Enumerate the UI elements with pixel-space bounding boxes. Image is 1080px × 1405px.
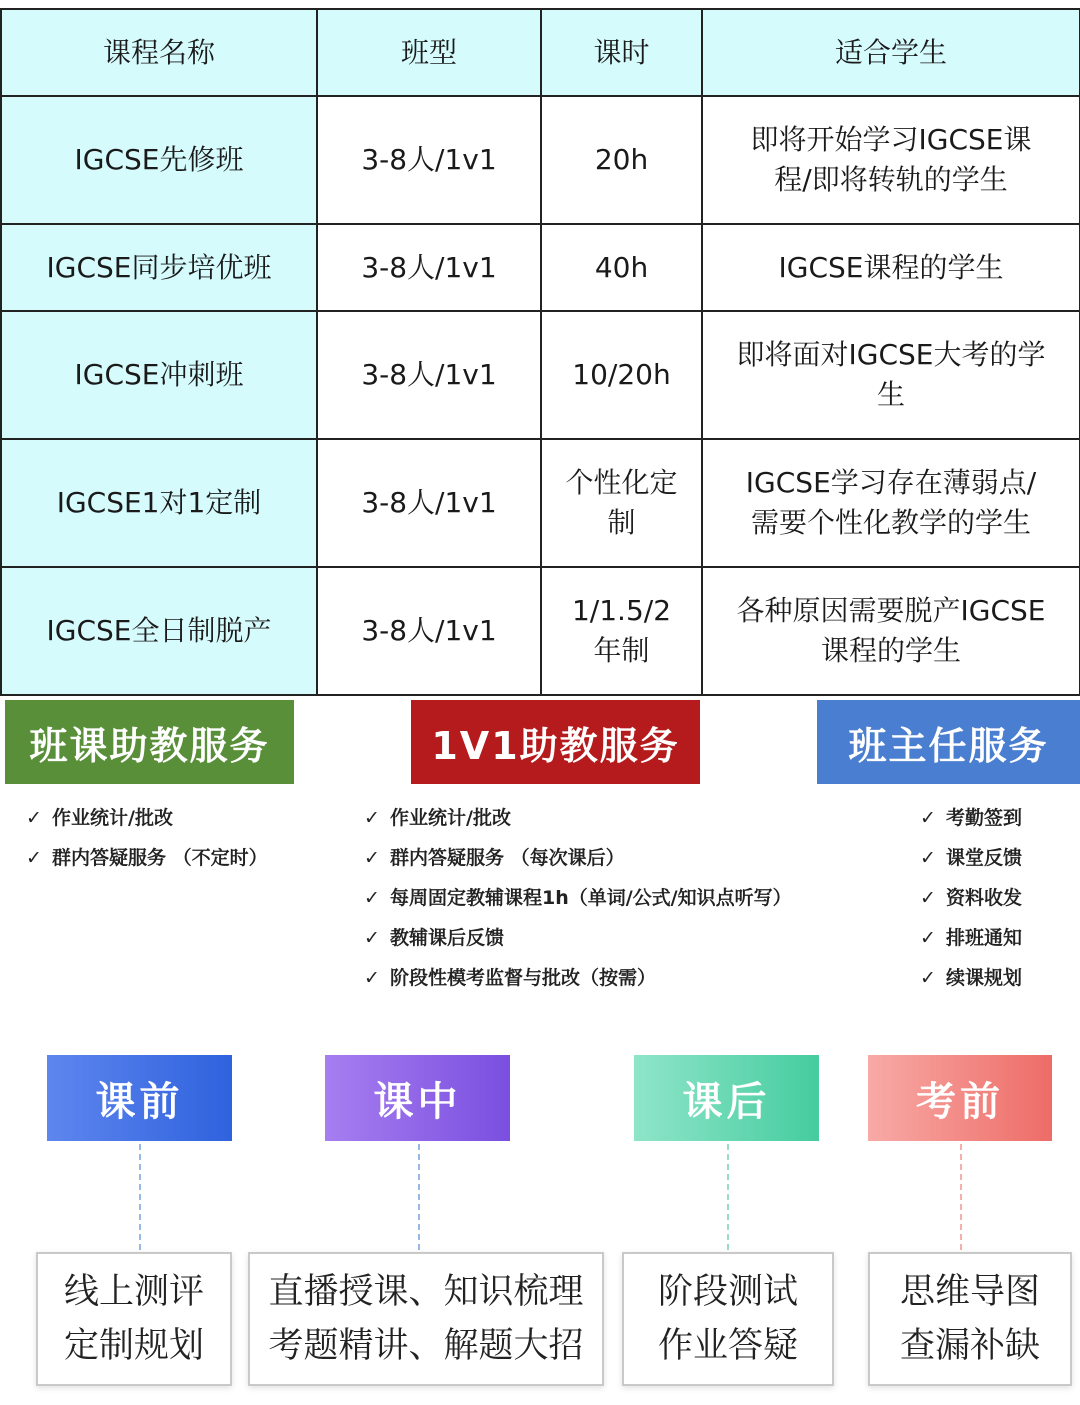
- list-item: [920, 920, 1022, 960]
- stage-during-class-header: 课中: [325, 1055, 510, 1141]
- dashed-connector: [139, 1144, 141, 1250]
- hours: 10/20h: [541, 311, 702, 439]
- table-header-row: [1, 9, 1080, 96]
- hours: [541, 439, 702, 567]
- service-item-text: 考勤签到: [946, 807, 1023, 829]
- stage-line: 作业答疑: [657, 1326, 798, 1366]
- class-type: 3-8人/1v1: [317, 96, 541, 224]
- table-row: [1, 224, 1080, 311]
- class-type: 3-8人/1v1: [317, 439, 541, 567]
- suitable-students: [702, 567, 1080, 695]
- table-row: [1, 311, 1080, 439]
- hours-line: 制: [607, 506, 636, 539]
- header-course-name: 课程名称: [1, 9, 317, 96]
- table-row: [1, 567, 1080, 695]
- course-name: IGCSE先修班: [1, 96, 317, 224]
- suitable-students: [702, 224, 1080, 311]
- check-icon: ✓: [920, 887, 936, 909]
- check-icon: ✓: [364, 927, 380, 949]
- list-item: [364, 960, 792, 1000]
- students-line: 需要个性化教学的学生: [750, 506, 1031, 539]
- check-icon: ✓: [920, 927, 936, 949]
- hours-line: 年制: [593, 634, 650, 667]
- header-class-type: 班型: [317, 9, 541, 96]
- stage-before-class-header: 课前: [47, 1055, 232, 1141]
- dashed-connector: [418, 1144, 420, 1250]
- list-item: [364, 800, 792, 840]
- head-teacher-service-banner: 班主任服务: [817, 700, 1080, 784]
- check-icon: ✓: [364, 967, 380, 989]
- suitable-students: [702, 96, 1080, 224]
- hours: 20h: [541, 96, 702, 224]
- table-row: [1, 439, 1080, 567]
- stage-line: 思维导图: [899, 1272, 1040, 1312]
- list-item: [26, 800, 268, 840]
- service-item-text: 每周固定教辅课程1h（单词/公式/知识点听写）: [390, 887, 792, 909]
- service-item-text: 教辅课后反馈: [390, 927, 505, 949]
- course-name: IGCSE1对1定制: [1, 439, 317, 567]
- stage-after-class-box: [622, 1252, 834, 1386]
- dashed-connector: [727, 1144, 729, 1250]
- list-item: [364, 880, 792, 920]
- stage-during-class-box: [248, 1252, 604, 1386]
- check-icon: ✓: [920, 967, 936, 989]
- students-line: 程/即将转轨的学生: [774, 163, 1008, 196]
- course-name: IGCSE同步培优班: [1, 224, 317, 311]
- stage-before-exam-header: 考前: [868, 1055, 1052, 1141]
- list-item: [920, 800, 1022, 840]
- check-icon: ✓: [26, 847, 42, 869]
- check-icon: ✓: [920, 847, 936, 869]
- suitable-students: [702, 439, 1080, 567]
- service-item-text: 作业统计/批改: [390, 807, 511, 829]
- list-item: [26, 840, 268, 880]
- suitable-students: [702, 311, 1080, 439]
- service-item-text: 续课规划: [946, 967, 1023, 989]
- check-icon: ✓: [26, 807, 42, 829]
- check-icon: ✓: [920, 807, 936, 829]
- stage-before-exam-box: [868, 1252, 1072, 1386]
- hours: 40h: [541, 224, 702, 311]
- stage-line: 直播授课、知识梳理: [268, 1272, 584, 1312]
- head-teacher-service-list: [920, 800, 1022, 1000]
- service-item-text: 群内答疑服务 （每次课后）: [390, 847, 625, 869]
- service-item-text: 资料收发: [946, 887, 1023, 909]
- one-on-one-assistant-service-banner: 1V1助教服务: [411, 700, 700, 784]
- stage-after-class-header: 课后: [634, 1055, 819, 1141]
- check-icon: ✓: [364, 887, 380, 909]
- dashed-connector: [960, 1144, 962, 1250]
- service-item-text: 群内答疑服务 （不定时）: [52, 847, 268, 869]
- hours: [541, 567, 702, 695]
- course-name: IGCSE全日制脱产: [1, 567, 317, 695]
- students-line: 即将开始学习IGCSE课: [750, 123, 1032, 156]
- class-type: 3-8人/1v1: [317, 311, 541, 439]
- stage-line: 考题精讲、解题大招: [268, 1326, 584, 1366]
- students-line: IGCSE学习存在薄弱点/: [745, 466, 1037, 499]
- header-hours: 课时: [541, 9, 702, 96]
- students-line: 各种原因需要脱产IGCSE: [736, 594, 1046, 627]
- list-item: [920, 840, 1022, 880]
- course-table: [0, 8, 1080, 696]
- service-item-text: 阶段性模考监督与批改（按需）: [390, 967, 657, 989]
- class-type: 3-8人/1v1: [317, 224, 541, 311]
- service-item-text: 排班通知: [946, 927, 1023, 949]
- stage-line: 查漏补缺: [899, 1326, 1040, 1366]
- class-assistant-service-banner: 班课助教服务: [5, 700, 294, 784]
- class-assistant-service-list: [26, 800, 268, 880]
- course-name: IGCSE冲刺班: [1, 311, 317, 439]
- list-item: [920, 880, 1022, 920]
- list-item: [920, 960, 1022, 1000]
- hours-line: 个性化定: [565, 466, 678, 499]
- one-on-one-assistant-service-list: [364, 800, 792, 1000]
- students-line: 生: [876, 378, 905, 411]
- stage-line: 定制规划: [63, 1326, 204, 1366]
- service-item-text: 课堂反馈: [946, 847, 1023, 869]
- hours-line: 1/1.5/2: [571, 594, 672, 627]
- table-row: [1, 96, 1080, 224]
- class-type: 3-8人/1v1: [317, 567, 541, 695]
- stage-line: 阶段测试: [657, 1272, 798, 1312]
- service-item-text: 作业统计/批改: [52, 807, 173, 829]
- check-icon: ✓: [364, 807, 380, 829]
- header-suitable-students: 适合学生: [702, 9, 1080, 96]
- list-item: [364, 840, 792, 880]
- check-icon: ✓: [364, 847, 380, 869]
- students-line: 课程的学生: [820, 634, 961, 667]
- stage-before-class-box: [36, 1252, 232, 1386]
- list-item: [364, 920, 792, 960]
- students-line: 即将面对IGCSE大考的学: [736, 338, 1046, 371]
- stage-line: 线上测评: [63, 1272, 204, 1312]
- students-line: IGCSE课程的学生: [778, 250, 1004, 284]
